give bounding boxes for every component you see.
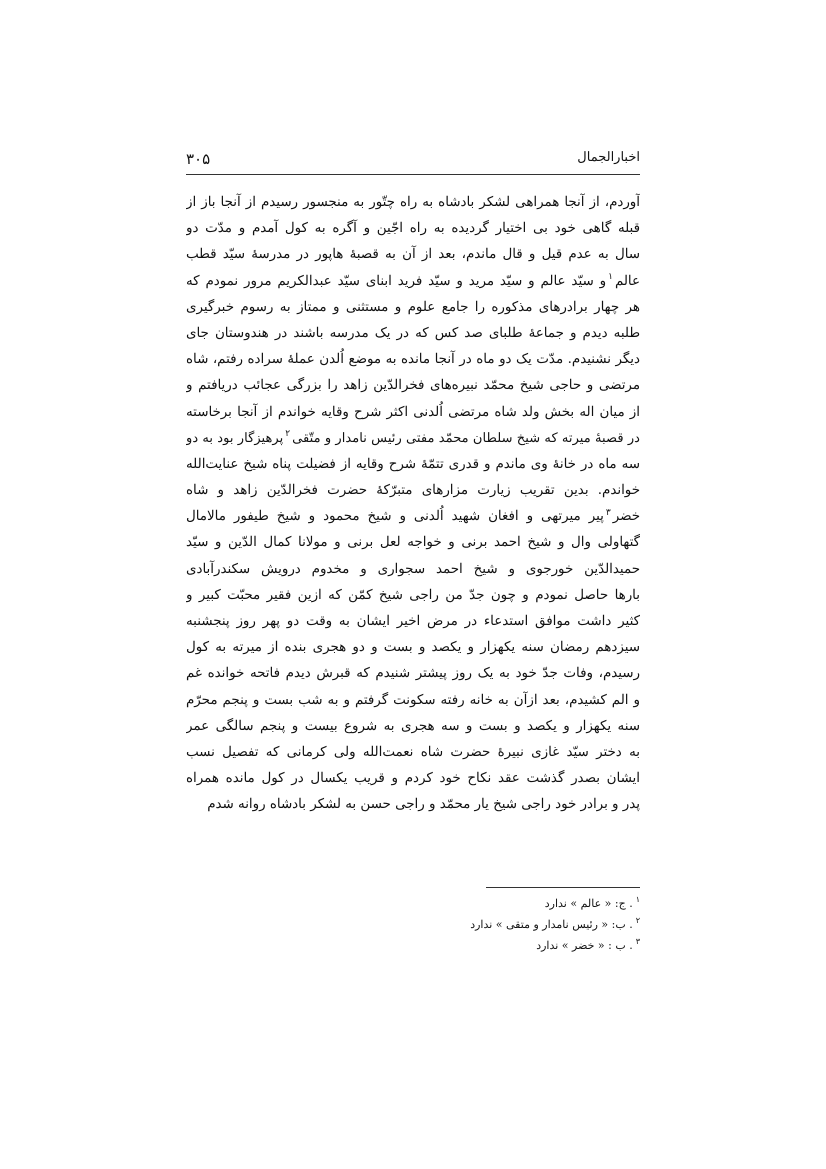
text-line: گتهاولی وال و شیخ احمد برنی و خواجه لعل برنی و مولانا کمال الدّین و سیّد xyxy=(186,535,640,551)
footnote-text: . ج: « عالم » ندارد xyxy=(544,897,633,910)
text-line: به دختر سیّد غازی نبیرهٔ حضرت شاه نعمت‌الله ولی کرمانی که تفصیل نسب xyxy=(186,744,640,760)
text-line: پدر و برادر خود راجی شیخ یار محمّد و راجی حسن به لشکر بادشاه روانه شدم xyxy=(207,797,640,813)
text-line xyxy=(186,426,640,452)
footnotes xyxy=(386,893,640,956)
footnote-number: ۱ xyxy=(635,895,640,905)
text-line: خواندم. بدین تقریب زیارت مزارهای متبرّکهٔ حضرت فخرالدّین زاهد و شاه xyxy=(186,483,640,499)
text-line: ایشان بصدر گذشت عقد نکاح خود کردم و قریب یکسال در کول مانده همراه xyxy=(186,771,640,787)
footnote-rule xyxy=(486,887,640,888)
text-line: طلبه دیدم و جماعهٔ طلبای صد کس که در یک مدرسه باشند در هندوستان جای xyxy=(186,325,640,341)
text-line: مرتضی و حاجی شیخ محمّد نبیره‌های فخرالدّین زاهد را بزرگی عجائب دریافتم و xyxy=(186,378,640,394)
text-line: بارها حاصل نمودم و چون جدّ من راجی شیخ کمّن که ازین فقیر محبّت کبیر و xyxy=(186,587,640,603)
text-line: دیگر نشنیدم. مدّت یک دو ماه در آنجا مانده به موضع اُلدن عملهٔ سراده رفتم، شاه xyxy=(186,352,640,368)
page-number: ۳۰۵ xyxy=(186,150,211,168)
footnote-item xyxy=(386,893,640,914)
body-text xyxy=(186,190,640,819)
footnote-item xyxy=(386,935,640,956)
line-text: عالم xyxy=(614,273,640,289)
text-line: سنه یکهزار و یکصد و بست و سه هجری به شروع بیست و پنجم سالگی عمر xyxy=(186,718,640,734)
footnote-marker: ۲ xyxy=(285,429,291,440)
footnote-marker: ۳ xyxy=(605,507,611,518)
text-line: آوردم، از آنجا همراهی لشکر بادشاه به راه چتّور به منجسور رسیدم از آنجا باز از xyxy=(186,195,640,210)
line-text: خضر xyxy=(612,509,640,525)
footnote-marker: ۱ xyxy=(608,272,613,283)
text-line: از میان اله بخش ولد شاه مرتضی اُلدنی اکثر شرح وقایه خواندم از آنجا برخاسته xyxy=(186,404,640,420)
header-rule xyxy=(186,174,640,175)
text-line: سال به عدم قیل و قال ماندم، بعد از آن به قصبهٔ هاپور در مدرسهٔ سیّد قطب xyxy=(186,247,640,263)
line-text: در قصبهٔ میرته که شیخ سلطان محمّد مفتی رئیس نامدار و متّقی xyxy=(292,430,640,446)
line-text: پیر میرتهی و افغان شهید اُلدنی و شیخ محمود و شیخ طیفور مالامال xyxy=(186,509,604,525)
footnote-number: ۳ xyxy=(635,937,640,947)
running-title: اخبارالجمال xyxy=(577,150,640,165)
text-line: کثیر داشت موافق استدعاء در مرض اخیر ایشان به وقت دو پهر روز پنجشنبه xyxy=(186,614,640,629)
text-line xyxy=(186,269,640,295)
line-text: و سیّد عالم و سیّد مرید و سیّد فرید ابنای سیّد عبدالکریم مرور نمودم که xyxy=(186,273,607,289)
text-line xyxy=(186,504,640,530)
text-line: سه ماه در خانهٔ وی ماندم و قدری تتمّهٔ شرح وقایه از فضیلت پناه شیخ عنایت‌الله xyxy=(186,456,640,472)
text-line: و الم کشیدم، بعد ازآن به خانه رفته سکونت گرفتم و به شب بست و پنجم محرّم xyxy=(186,692,640,708)
footnote-text: . ب: « رئیس نامدار و متقی » ندارد xyxy=(470,918,633,931)
footnote-number: ۲ xyxy=(635,916,640,926)
text-line: رسیدم، وفات جدّ خود به یک روز پیشتر شنیدم که قبرش دیدم فاتحه خوانده غم xyxy=(186,666,640,682)
text-line: حمیدالدّین خورجوی و شیخ احمد سجواری و مخدوم درویش سکندرآبادی xyxy=(186,561,640,577)
text-line: سیزدهم رمضان سنه یکهزار و یکصد و بست و دو هجری بنده از میرته به کول xyxy=(186,640,640,656)
footnote-text: . ب : « خضر » ندارد xyxy=(536,939,633,952)
text-line: هر چهار برادرهای مذکوره را جامع علوم و مستثنی و ممتاز به رسوم خبرگیری xyxy=(186,299,640,315)
line-text: پرهیزگار بود به دو xyxy=(186,430,284,446)
text-line: قبله گاهی خود بی اختیار گردیده به راه اجّین و آگره به کول آمدم و مدّت دو xyxy=(186,221,640,237)
running-header xyxy=(186,150,640,172)
footnote-item xyxy=(386,914,640,935)
